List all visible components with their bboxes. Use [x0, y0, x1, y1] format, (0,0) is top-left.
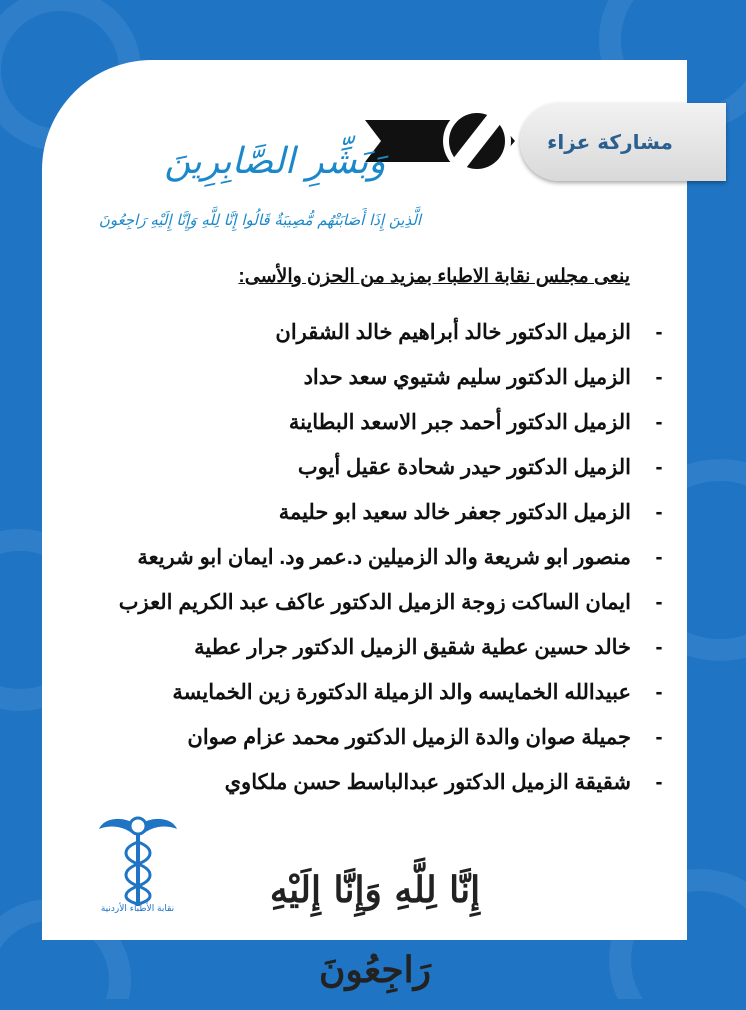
deceased-name: خالد حسين عطية شقيق الزميل الدكتور جرار عطية — [194, 636, 631, 659]
list-bullet: - — [655, 456, 663, 479]
list-item — [80, 760, 675, 805]
verse-calligraphy: وَبَشِّرِ الصَّابِرِينَ — [164, 141, 386, 182]
deceased-name: الزميل الدكتور سليم شتيوي سعد حداد — [303, 366, 631, 389]
deceased-name: عبيدالله الخمايسه والد الزميلة الدكتورة زين الخمايسة — [172, 681, 631, 704]
list-item — [80, 715, 675, 760]
list-bullet: - — [655, 726, 663, 749]
list-item — [80, 445, 675, 490]
list-bullet: - — [655, 681, 663, 704]
list-item — [80, 670, 675, 715]
list-bullet: - — [655, 501, 663, 524]
list-bullet: - — [655, 771, 663, 794]
list-bullet: - — [655, 591, 663, 614]
deceased-name: الزميل الدكتور جعفر خالد سعيد ابو حليمة — [278, 501, 631, 524]
list-item — [80, 400, 675, 445]
emblem-caption: نقابة الأطباء الأردنية — [100, 904, 175, 914]
deceased-name: منصور ابو شريعة والد الزميلين د.عمر ود. ايمان ابو شريعة — [137, 546, 631, 569]
announcement-intro: ينعى مجلس نقابة الاطباء بمزيد من الحزن والأسى: — [238, 266, 630, 287]
closing-calligraphy: إِنَّا لِلَّهِ وَإِنَّا إِلَيْهِ رَاجِعُونَ — [269, 869, 481, 991]
list-item — [80, 490, 675, 535]
list-item — [80, 355, 675, 400]
deceased-name: جميلة صوان والدة الزميل الدكتور محمد عزام صوان — [187, 726, 631, 749]
deceased-name: الزميل الدكتور خالد أبراهيم خالد الشقران — [275, 321, 631, 344]
header-title: مشاركة عزاء — [547, 130, 673, 154]
list-bullet: - — [655, 636, 663, 659]
verse-subtext: الَّذِينَ إِذَا أَصَابَتْهُم مُّصِيبَةٌ قَالُوا إِنَّا لِلَّهِ وَإِنَّا إِلَيْهِ رَاجِعُونَ — [98, 211, 422, 229]
list-item — [80, 625, 675, 670]
list-bullet: - — [655, 411, 663, 434]
list-item — [80, 535, 675, 580]
list-bullet: - — [655, 321, 663, 344]
list-bullet: - — [655, 366, 663, 389]
deceased-name: شقيقة الزميل الدكتور عبدالباسط حسن ملكاوي — [224, 771, 631, 794]
list-item — [80, 310, 675, 355]
deceased-name: ايمان الساكت زوجة الزميل الدكتور عاكف عبد الكريم العزب — [118, 591, 631, 614]
deceased-name: الزميل الدكتور حيدر شحادة عقيل أيوب — [297, 456, 631, 479]
list-bullet: - — [655, 546, 663, 569]
list-item — [80, 580, 675, 625]
deceased-list — [80, 310, 675, 805]
deceased-name: الزميل الدكتور أحمد جبر الاسعد البطاينة — [288, 411, 631, 434]
